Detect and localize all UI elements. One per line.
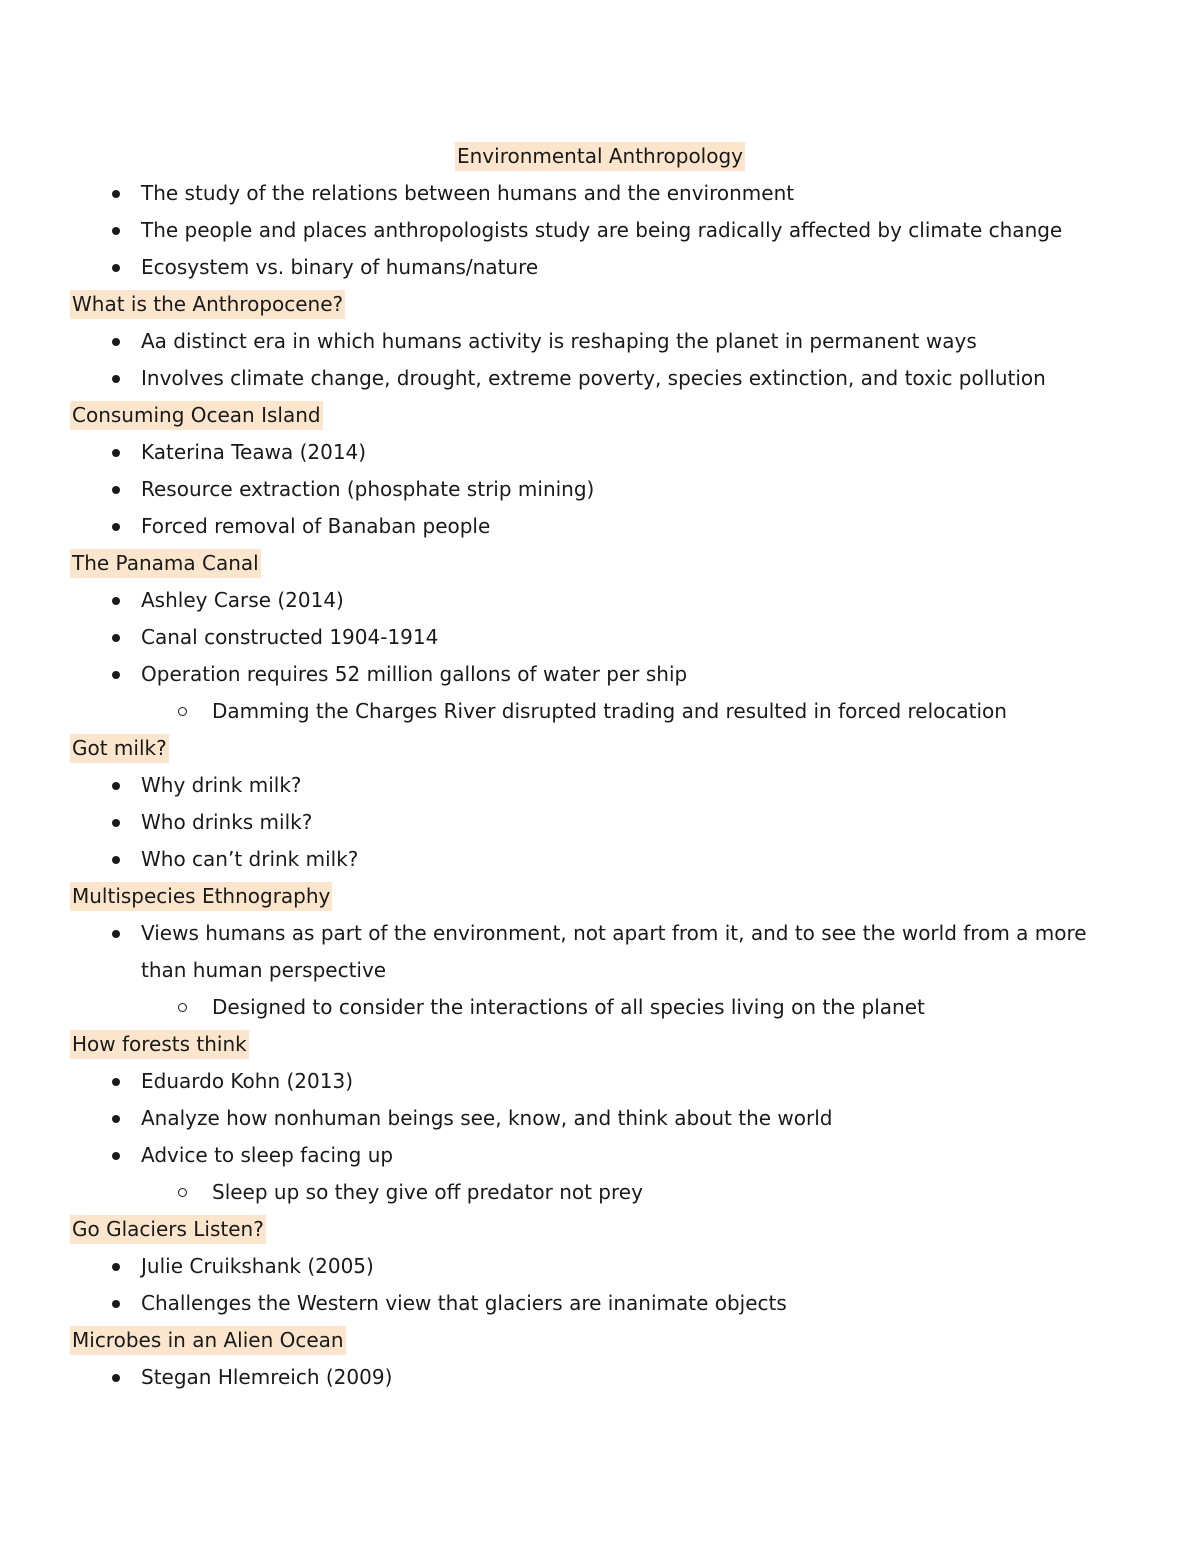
list-item: Forced removal of Banaban people <box>70 508 1130 545</box>
section-heading-text: Got milk? <box>70 734 169 763</box>
intro-list <box>70 175 1130 286</box>
document-title: Environmental Anthropology <box>455 142 745 171</box>
list-item: Eduardo Kohn (2013) <box>70 1063 1130 1100</box>
list-item: Involves climate change, drought, extreme poverty, species extinction, and toxic pollution <box>70 360 1130 397</box>
list-item: Canal constructed 1904-1914 <box>70 619 1130 656</box>
sub-list <box>70 989 1130 1026</box>
section-heading <box>70 397 1130 434</box>
list-item: Stegan Hlemreich (2009) <box>70 1359 1130 1396</box>
section-heading-text: The Panama Canal <box>70 549 261 578</box>
list-item: Resource extraction (phosphate strip mining) <box>70 471 1130 508</box>
list-item: Advice to sleep facing up <box>70 1137 1130 1174</box>
list-item: Ecosystem vs. binary of humans/nature <box>70 249 1130 286</box>
section-heading-text: Microbes in an Alien Ocean <box>70 1326 346 1355</box>
list-item: Ashley Carse (2014) <box>70 582 1130 619</box>
section-heading <box>70 1026 1130 1063</box>
list-item: Operation requires 52 million gallons of water per ship <box>70 656 1130 693</box>
section-list <box>70 323 1130 397</box>
section-heading <box>70 545 1130 582</box>
section-list <box>70 915 1130 989</box>
section-list <box>70 1063 1130 1174</box>
list-item: Challenges the Western view that glaciers are inanimate objects <box>70 1285 1130 1322</box>
document-title-row <box>70 138 1130 175</box>
section-list <box>70 582 1130 693</box>
section-heading <box>70 1211 1130 1248</box>
section-heading <box>70 878 1130 915</box>
section-heading-text: How forests think <box>70 1030 249 1059</box>
list-item: Who drinks milk? <box>70 804 1130 841</box>
list-item: The people and places anthropologists study are being radically affected by climate change <box>70 212 1130 249</box>
sub-list-item: Damming the Charges River disrupted trading and resulted in forced relocation <box>70 693 1130 730</box>
list-item: The study of the relations between humans and the environment <box>70 175 1130 212</box>
list-item: Katerina Teawa (2014) <box>70 434 1130 471</box>
section-list <box>70 1248 1130 1322</box>
section-heading-text: Go Glaciers Listen? <box>70 1215 266 1244</box>
section-heading <box>70 730 1130 767</box>
section-list <box>70 434 1130 545</box>
section-heading-text: Consuming Ocean Island <box>70 401 323 430</box>
section-heading-text: Multispecies Ethnography <box>70 882 332 911</box>
sub-list-item: Sleep up so they give off predator not prey <box>70 1174 1130 1211</box>
sub-list <box>70 693 1130 730</box>
list-item: Who can’t drink milk? <box>70 841 1130 878</box>
section-heading <box>70 286 1130 323</box>
section-heading <box>70 1322 1130 1359</box>
list-item: Aa distinct era in which humans activity is reshaping the planet in permanent ways <box>70 323 1130 360</box>
list-item: Why drink milk? <box>70 767 1130 804</box>
section-list <box>70 767 1130 878</box>
section-list <box>70 1359 1130 1396</box>
sub-list <box>70 1174 1130 1211</box>
list-item: Views humans as part of the environment, not apart from it, and to see the world from a more than human perspective <box>70 915 1130 989</box>
document-page <box>70 138 1130 1396</box>
list-item: Analyze how nonhuman beings see, know, and think about the world <box>70 1100 1130 1137</box>
section-heading-text: What is the Anthropocene? <box>70 290 345 319</box>
list-item: Julie Cruikshank (2005) <box>70 1248 1130 1285</box>
sub-list-item: Designed to consider the interactions of all species living on the planet <box>70 989 1130 1026</box>
